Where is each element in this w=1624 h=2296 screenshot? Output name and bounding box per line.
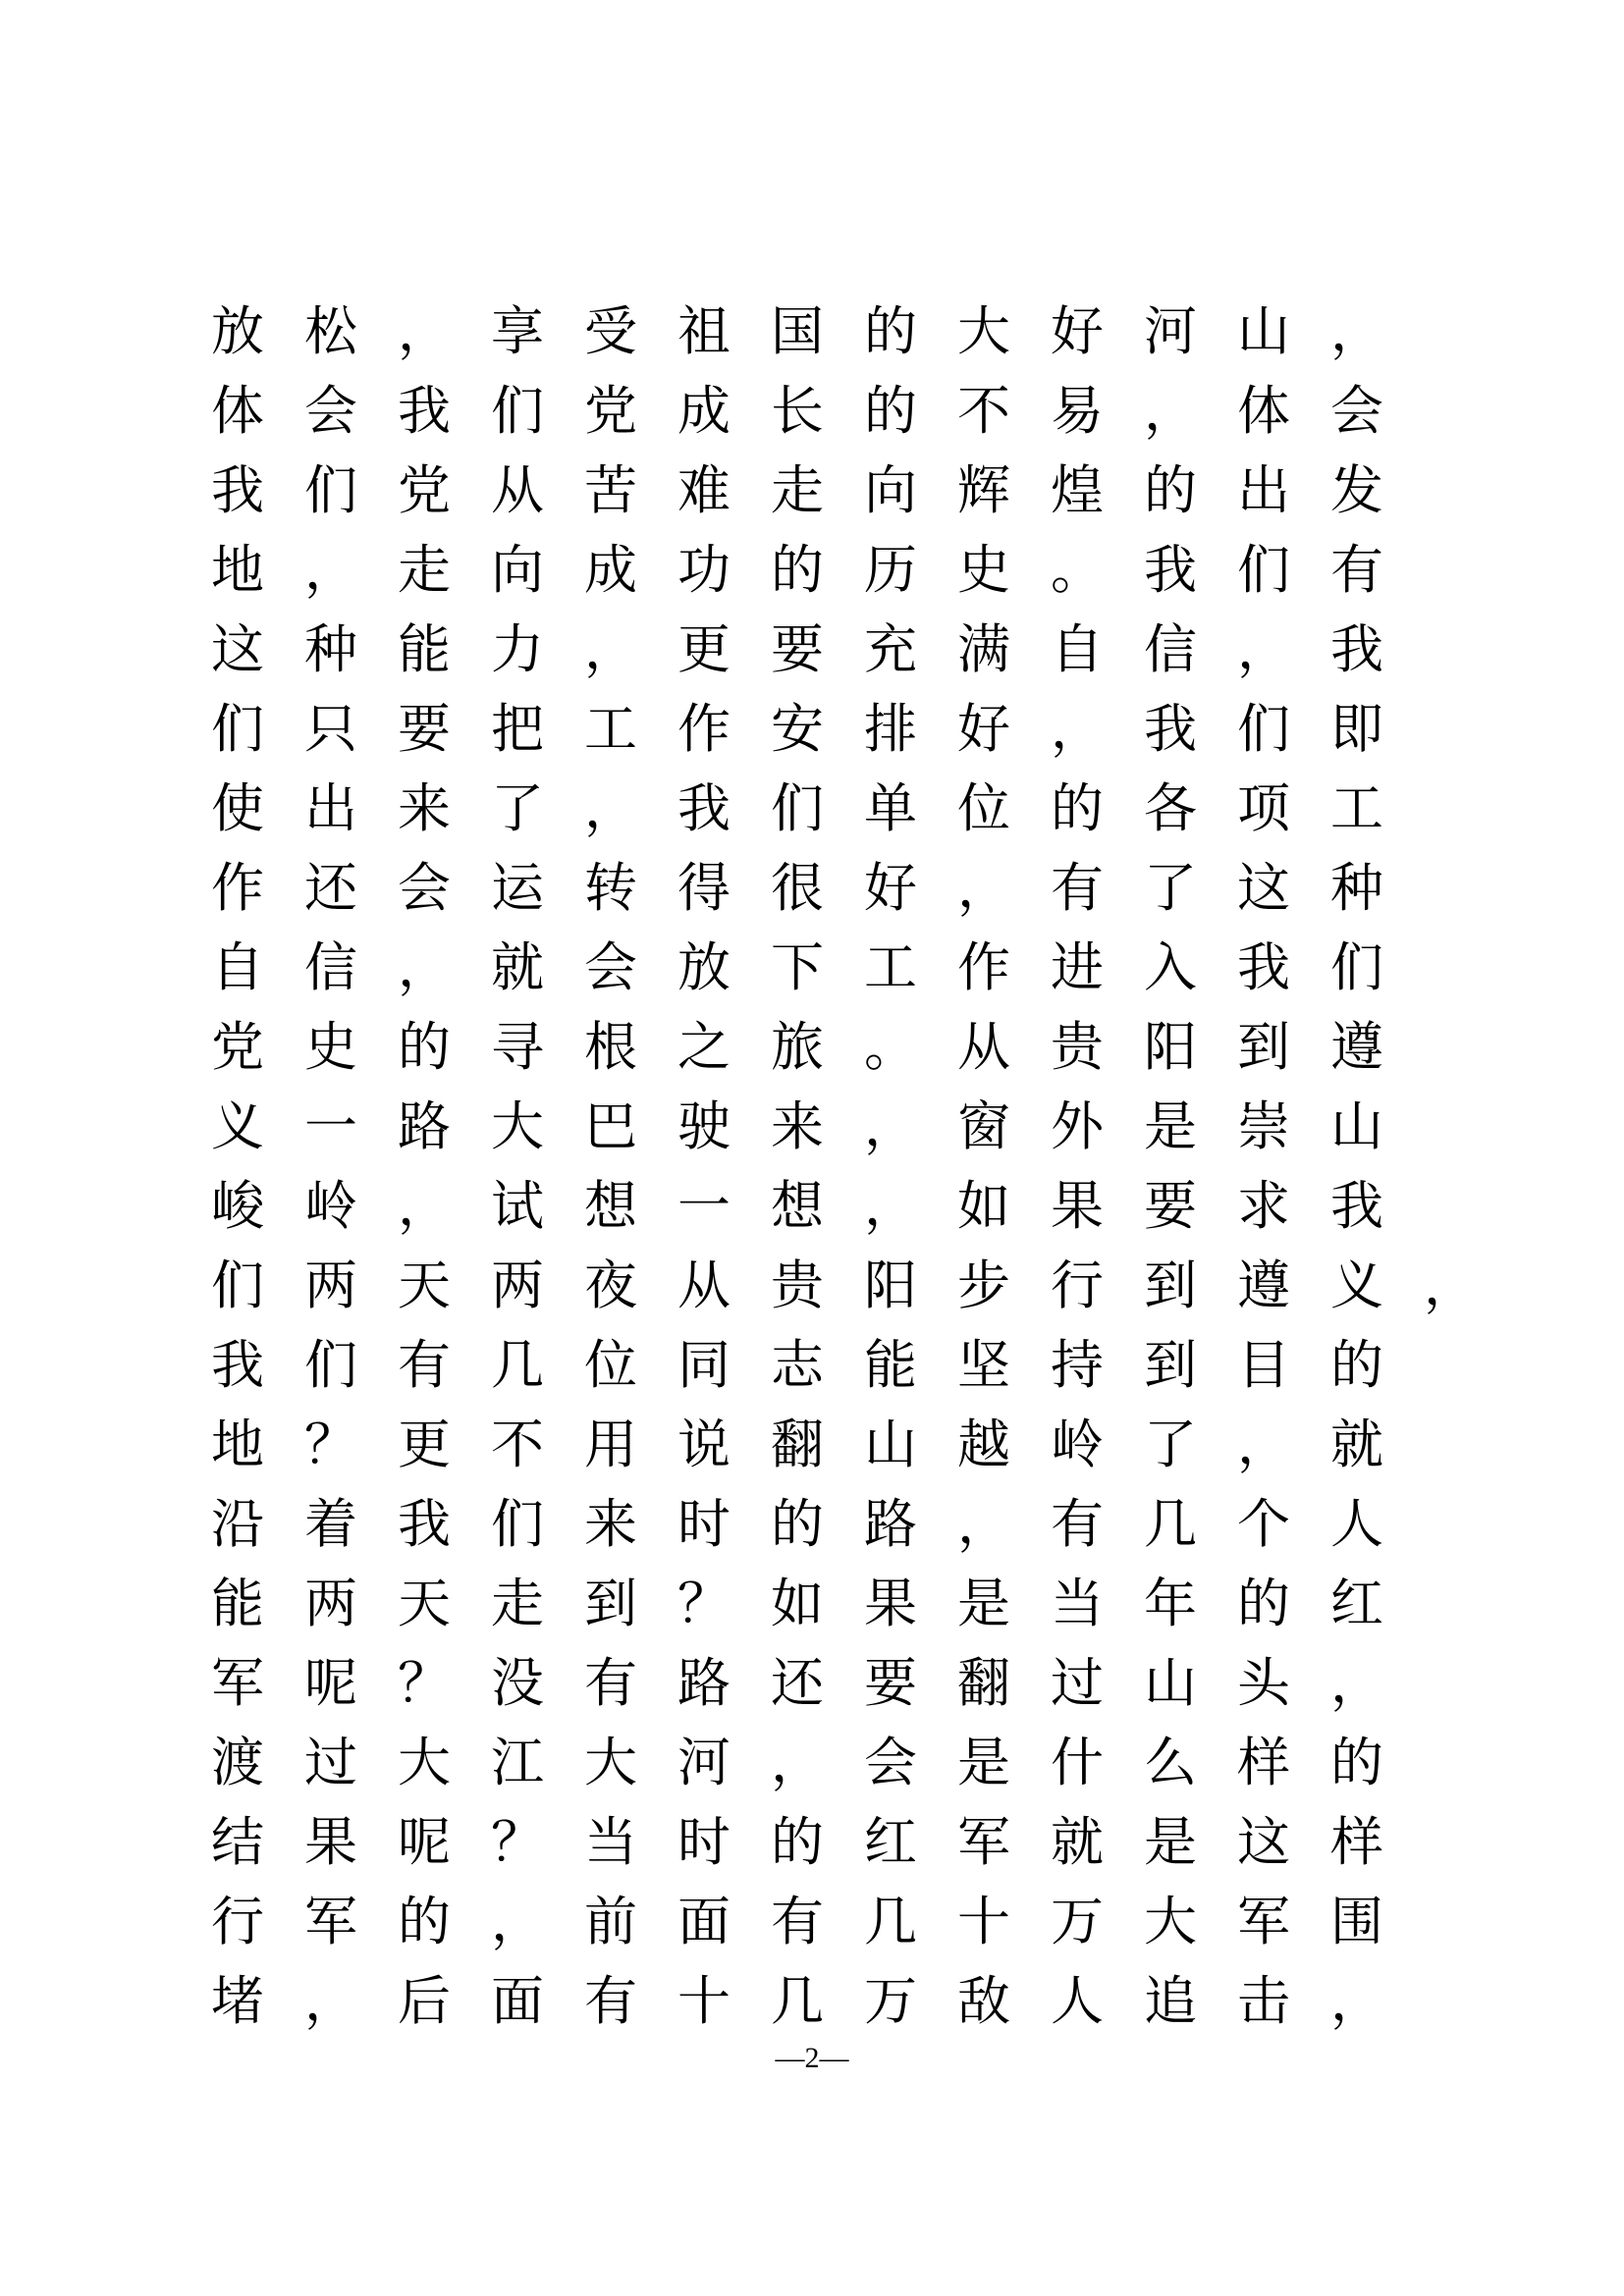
text-line: 使出来了，我们单位的各项工 [211, 777, 1424, 839]
text-line: 堵，后面有十几万敌人追击， [211, 1970, 1424, 2032]
text-line: 沿着我们来时的路，有几个人 [211, 1493, 1424, 1555]
text-line: 这种能力，更要充满自信，我 [211, 618, 1424, 680]
text-line: 渡过大江大河，会是什么样的 [211, 1732, 1424, 1793]
text-line: 结果呢？当时的红军就是这样 [211, 1811, 1424, 1873]
text-line: 地？更不用说翻山越岭了，就 [211, 1414, 1424, 1475]
text-line: 我们有几位同志能坚持到目的 [211, 1334, 1424, 1396]
text-line: 能两天走到？如果是当年的红 [211, 1573, 1424, 1634]
text-line: 峻岭，试想一想，如果要求我 [211, 1175, 1424, 1237]
text-line: 地，走向成功的历史。我们有 [211, 539, 1424, 601]
text-line: 体会我们党成长的不易，体会 [211, 380, 1424, 442]
text-line: 们两天两夜从贵阳步行到遵义， [211, 1255, 1517, 1316]
body-text [211, 292, 1586, 2041]
text-line: 行军的，前面有几十万大军围 [211, 1891, 1424, 1952]
text-line: 我们党从苦难走向辉煌的出发 [211, 459, 1424, 521]
text-line: 放松，享受祖国的大好河山， [211, 300, 1424, 362]
text-line: 自信，就会放下工作进入我们 [211, 936, 1424, 998]
text-line: 军呢？没有路还要翻过山头， [211, 1652, 1424, 1714]
text-line: 们只要把工作安排好，我们即 [211, 698, 1424, 760]
text-line: 义一路大巴驶来，窗外是崇山 [211, 1095, 1424, 1157]
page-number: —2— [775, 2042, 849, 2074]
text-line: 作还会运转得很好，有了这种 [211, 857, 1424, 919]
text-line: 党史的寻根之旅。从贵阳到遵 [211, 1016, 1424, 1078]
